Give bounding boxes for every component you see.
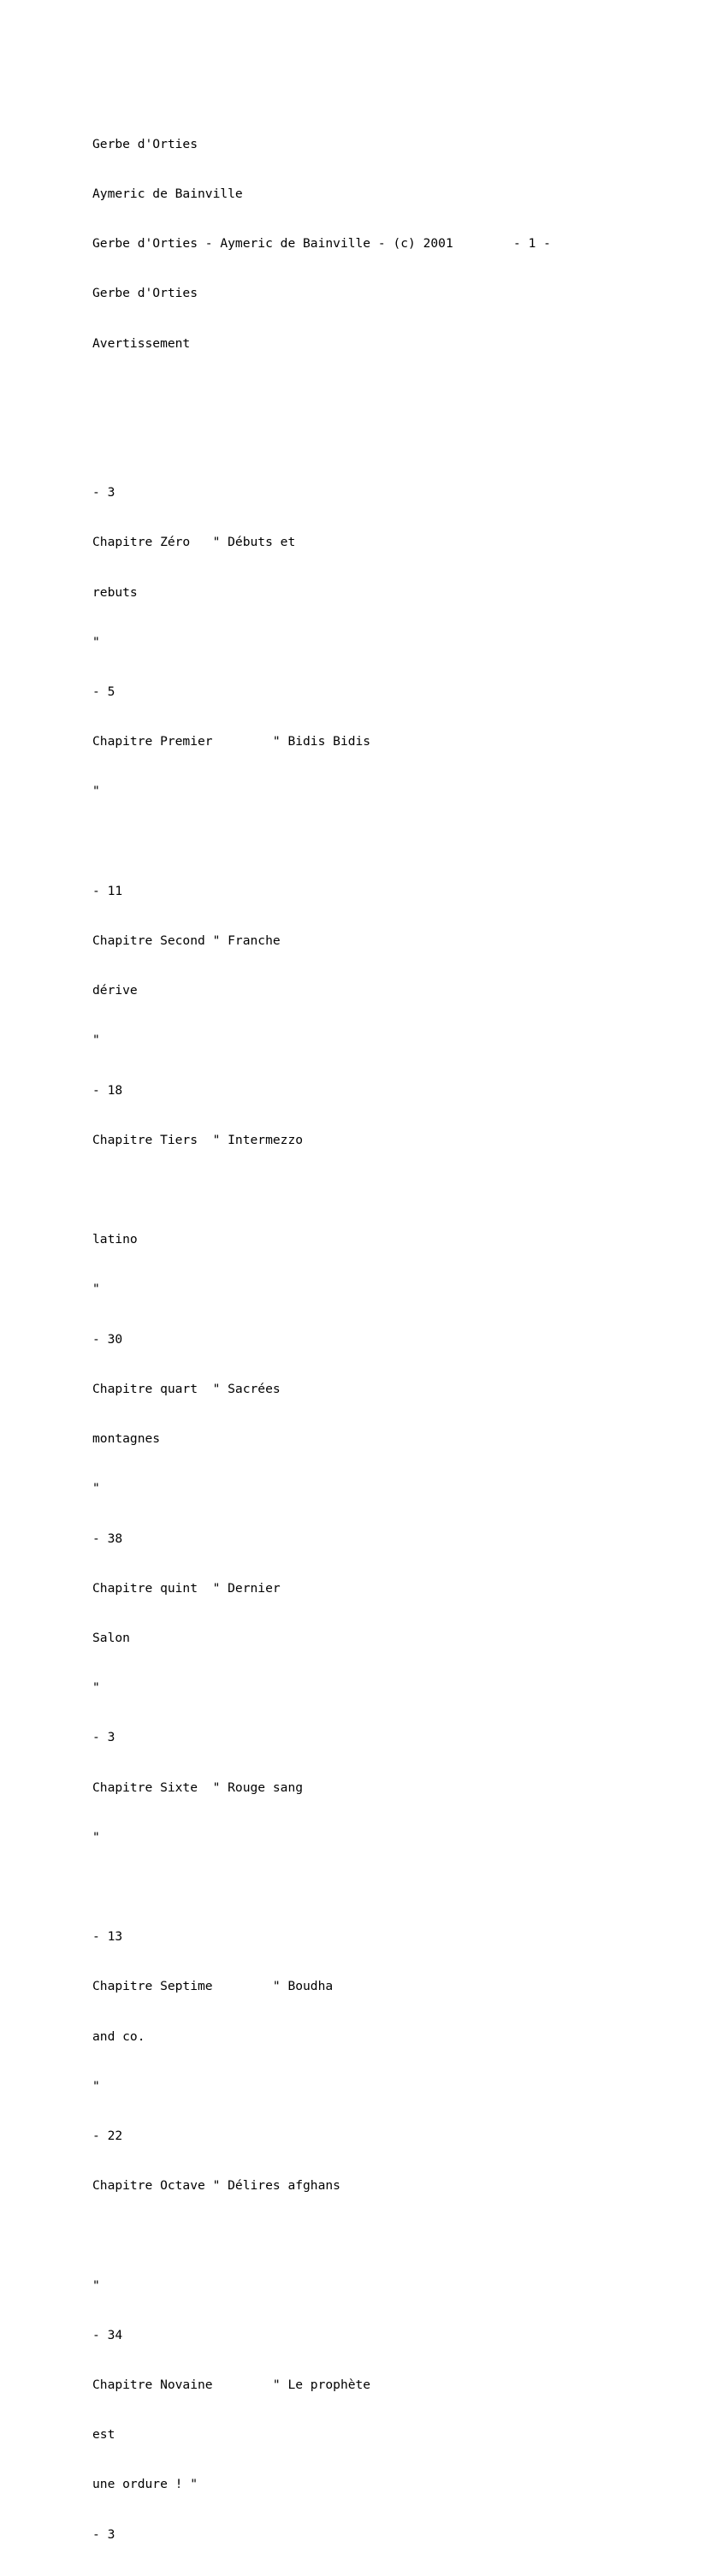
text-line: latino	[92, 1232, 138, 1247]
text-line	[92, 385, 551, 401]
text-line: Aymeric de Bainville	[92, 187, 243, 202]
text-line: and co.	[92, 2028, 145, 2044]
text-line: "	[92, 1829, 100, 1845]
text-line	[92, 833, 551, 850]
text-line: - 11	[92, 883, 123, 898]
text-line	[92, 1181, 551, 1198]
text-line: "	[92, 634, 100, 649]
text-line: rebuts	[92, 584, 138, 600]
text-line: - 13	[92, 1929, 123, 1945]
text-line: Chapitre Premier " Bidis Bidis	[92, 734, 371, 749]
table-of-contents-text	[92, 103, 551, 2576]
text-line: "	[92, 1481, 100, 1496]
text-line: une ordure ! "	[92, 2477, 198, 2492]
text-line: dérive	[92, 983, 138, 998]
text-line	[92, 2227, 551, 2243]
text-line: Chapitre Zéro " Débuts et	[92, 535, 296, 550]
text-line: Chapitre Tiers " Intermezzo	[92, 1132, 304, 1147]
text-line: "	[92, 1680, 100, 1696]
text-line: - 38	[92, 1531, 123, 1546]
text-line: Gerbe d'Orties	[92, 136, 198, 151]
text-line: - 3	[92, 2526, 115, 2542]
text-line: Chapitre quart " Sacrées	[92, 1381, 281, 1396]
text-line: Gerbe d'Orties	[92, 286, 198, 301]
text-line: "	[92, 2277, 100, 2293]
text-line: "	[92, 1282, 100, 1297]
text-line: - 18	[92, 1082, 123, 1098]
text-line: Chapitre Septime " Boudha	[92, 1979, 334, 1994]
text-line	[92, 1879, 551, 1895]
text-line: Chapitre quint " Dernier	[92, 1580, 281, 1596]
text-line: - 5	[92, 684, 115, 700]
text-line: - 34	[92, 2327, 123, 2342]
text-line: Chapitre Novaine " Le prophète	[92, 2377, 371, 2392]
text-line: est	[92, 2427, 115, 2443]
text-line	[92, 435, 551, 451]
text-line: Chapitre Second " Franche	[92, 933, 281, 949]
text-line: "	[92, 784, 100, 799]
text-line: - 30	[92, 1331, 123, 1347]
text-line: Chapitre Sixte " Rouge sang	[92, 1780, 304, 1795]
text-line: Chapitre Octave " Délires afghans	[92, 2178, 340, 2194]
text-line: "	[92, 1033, 100, 1048]
text-line: - 22	[92, 2128, 123, 2143]
text-line: "	[92, 2078, 100, 2093]
text-line: - 3	[92, 1730, 115, 1745]
text-line: Avertissement	[92, 335, 191, 351]
text-line: Gerbe d'Orties - Aymeric de Bainville - (c) 2001 - 1 -	[92, 236, 551, 252]
text-line: Salon	[92, 1630, 130, 1645]
text-line: - 3	[92, 485, 115, 500]
text-line: montagnes	[92, 1431, 161, 1447]
